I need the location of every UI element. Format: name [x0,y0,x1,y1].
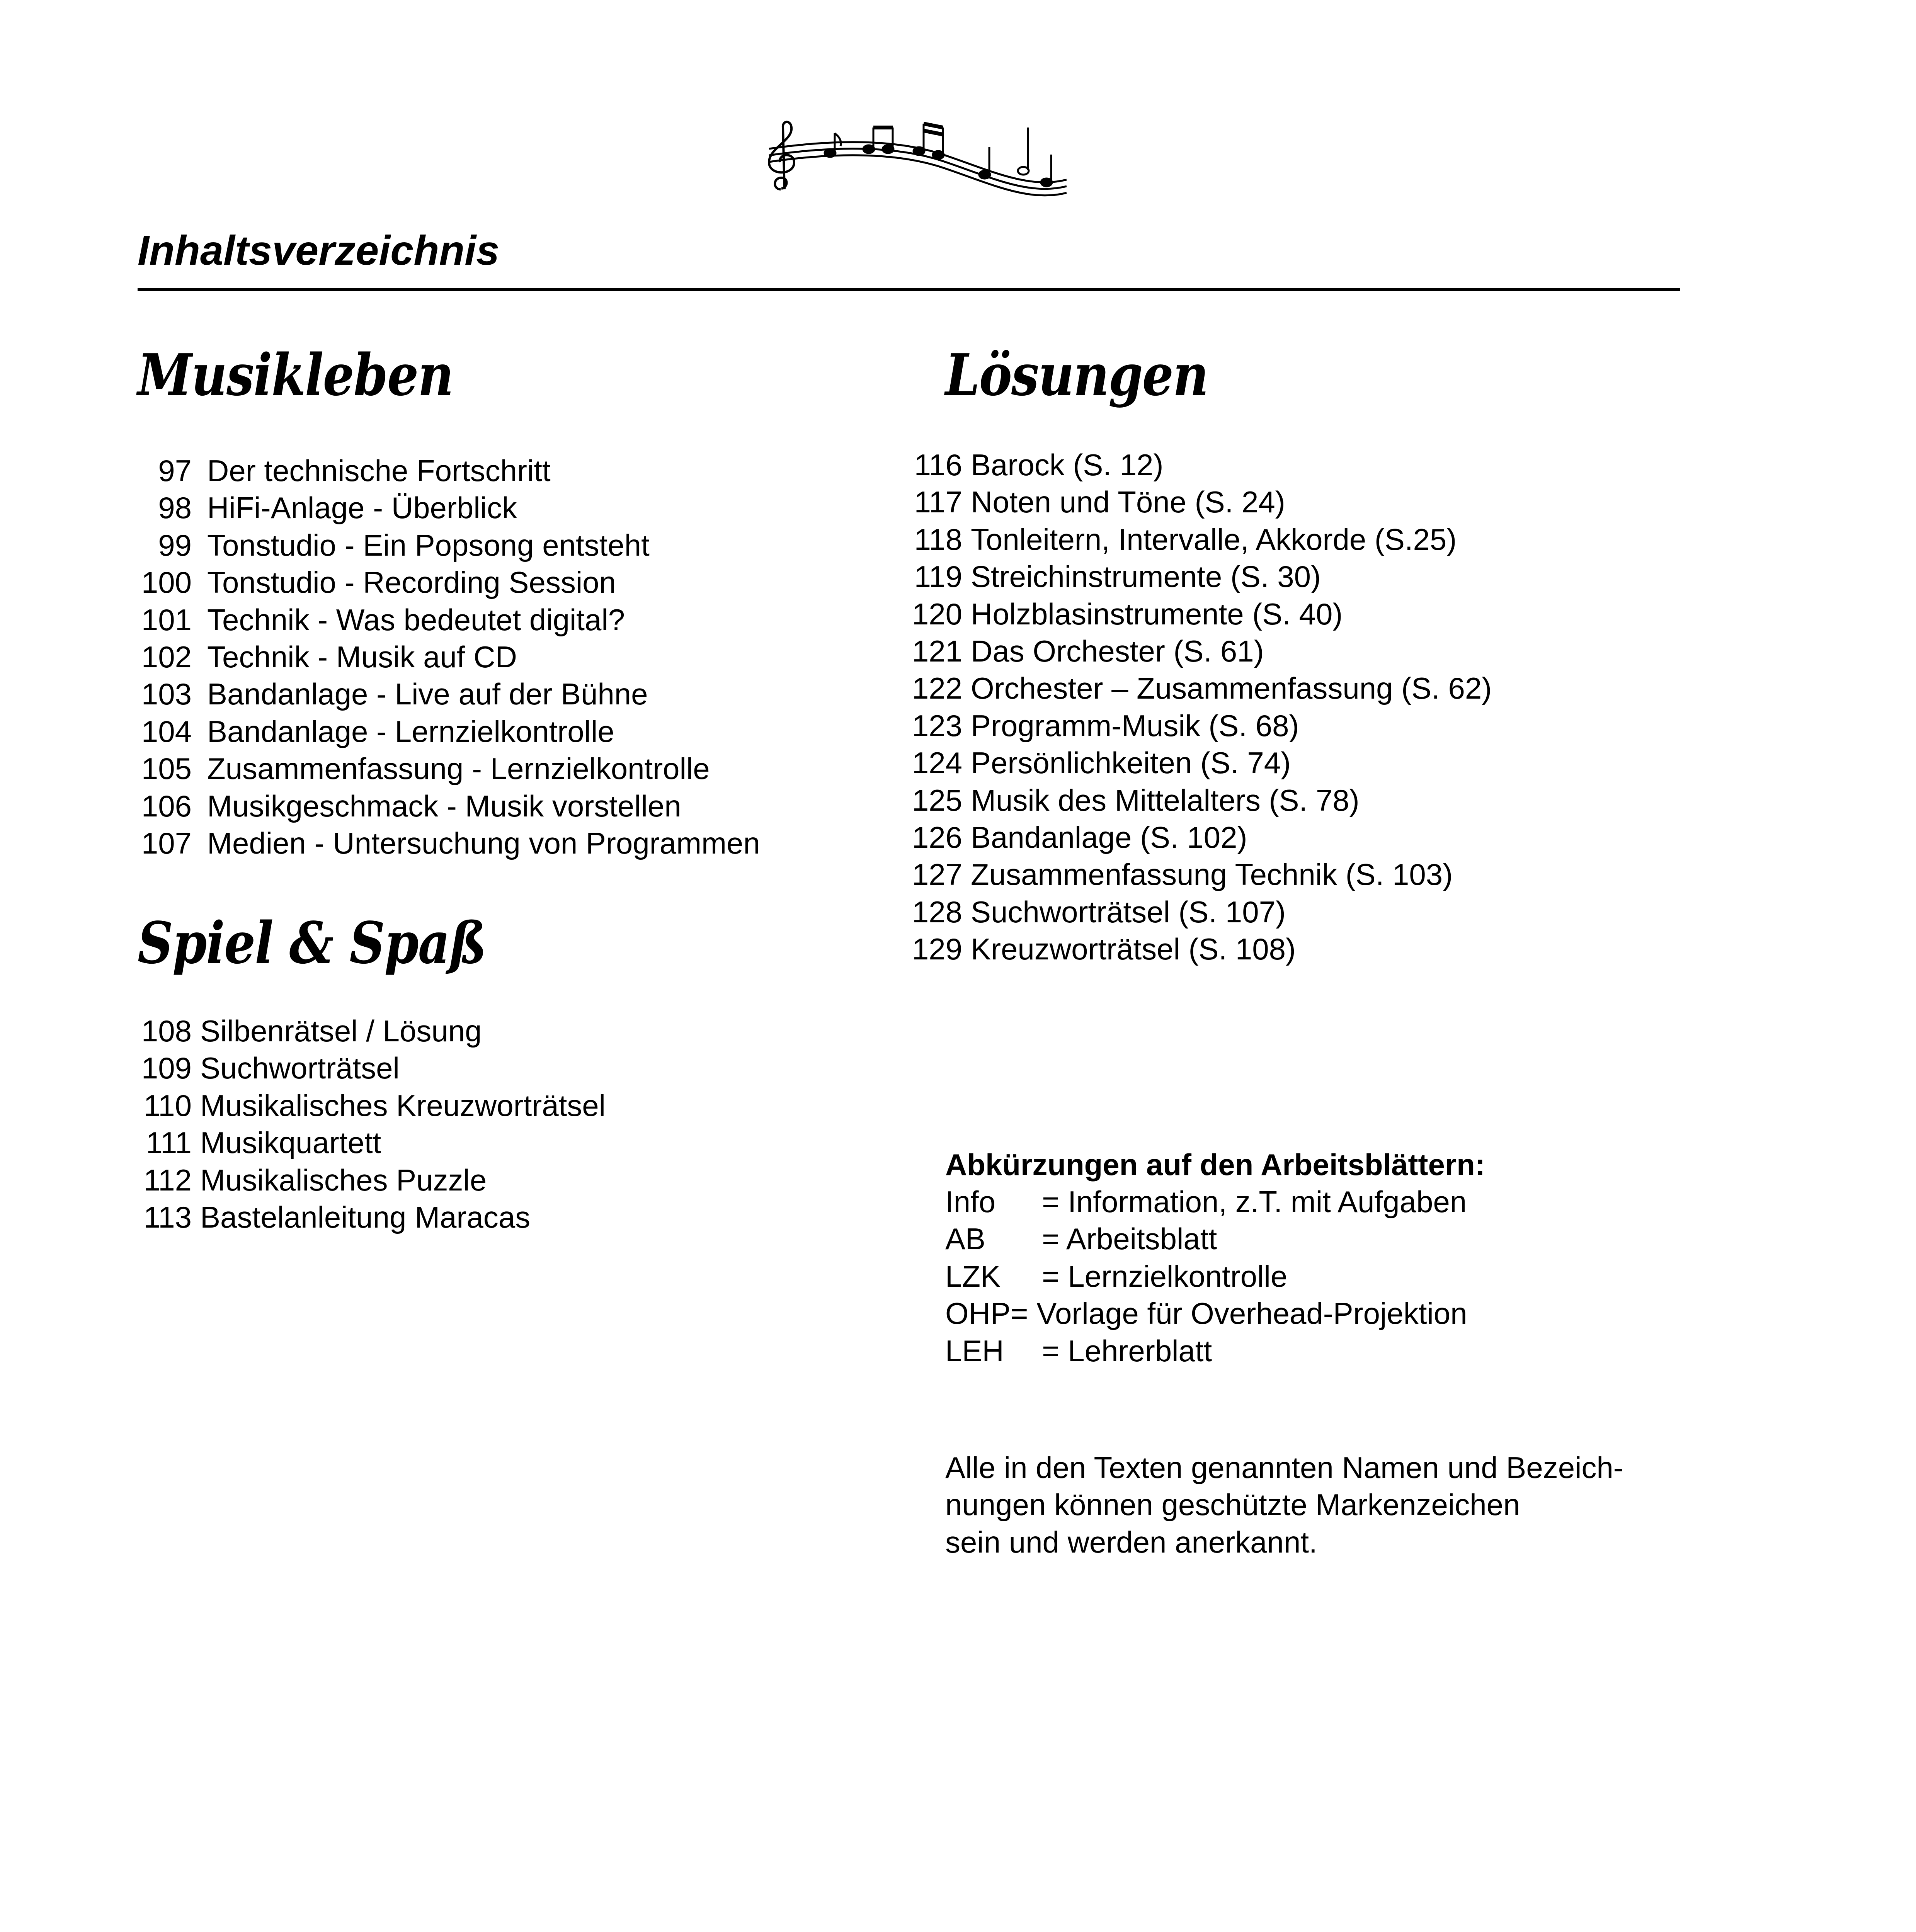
entry-number: 116 [914,448,962,482]
entry-title: Musik des Mittelalters (S. 78) [971,783,1360,817]
abbreviation-key: LZK [945,1259,1001,1293]
entry-title: Persönlichkeiten (S. 74) [971,746,1291,780]
entry-number: 128 [912,895,962,929]
entry-number: 101 [141,602,192,637]
toc-entry [138,1012,606,1049]
entry-title: Kreuzworträtsel (S. 108) [971,932,1296,966]
toc-entry [138,1124,606,1161]
abbreviation-value: = Arbeitsblatt [1042,1222,1217,1256]
loesungen-list [908,446,1492,968]
abbreviation-value: Vorlage für Overhead-Projektion [1036,1296,1467,1331]
entry-number: 106 [141,789,192,823]
entry-title: Musikalisches Puzzle [200,1163,487,1197]
entry-number: 102 [141,640,192,674]
entry-number: 121 [912,634,962,668]
entry-number: 126 [912,820,962,855]
entry-number: 104 [141,714,192,748]
abbreviation-value: = Lehrerblatt [1042,1333,1212,1368]
entry-title: Das Orchester (S. 61) [971,634,1264,668]
note-line: Alle in den Texten genannten Namen und Bezeich- [945,1451,1623,1485]
music-notes-banner-icon [757,112,1074,201]
toc-entry [138,638,760,675]
entry-title: Technik - Musik auf CD [207,640,517,674]
entry-title: Tonstudio - Ein Popsong entsteht [207,528,650,562]
solution-entry [908,856,1492,893]
entry-number: 113 [143,1200,192,1235]
abbreviation-key: LEH [945,1333,1004,1368]
solution-entry [908,633,1492,670]
entry-title: Barock (S. 12) [971,448,1164,482]
entry-number: 108 [141,1014,192,1048]
entry-number: 109 [141,1051,192,1085]
abbreviation-entry [945,1183,1467,1220]
entry-number: 112 [143,1163,192,1197]
toc-entry [138,675,760,713]
entry-title: Musikquartett [200,1126,381,1160]
entry-title: Bandanlage (S. 102) [971,820,1247,855]
toc-entry [138,1162,606,1199]
entry-title: Silbenrätsel / Lösung [200,1014,482,1048]
abbreviation-key: Info [945,1185,996,1219]
entry-number: 99 [158,528,192,562]
abbreviation-entry [945,1258,1467,1295]
solution-entry [908,595,1492,633]
solution-entry [908,558,1492,595]
entry-title: Tonstudio - Recording Session [207,565,616,600]
solution-entry [908,707,1492,744]
entry-number: 120 [912,597,962,631]
abbreviations-title: Abkürzungen auf den Arbeitsblättern: [945,1148,1485,1182]
entry-title: Programm-Musik (S. 68) [971,708,1299,743]
solution-entry [908,782,1492,819]
entry-title: Orchester – Zusammenfassung (S. 62) [971,671,1492,706]
entry-title: Bandanlage - Live auf der Bühne [207,677,648,711]
entry-title: Streichinstrumente (S. 30) [971,560,1321,594]
entry-number: 98 [158,491,192,525]
entry-title: Suchworträtsel (S. 107) [971,895,1286,929]
entry-number: 125 [912,783,962,817]
section-heading-spiel: Spiel & Spaß [138,909,486,976]
entry-title: Tonleitern, Intervalle, Akkorde (S.25) [971,522,1457,556]
toc-entry [138,601,760,638]
toc-entry [138,489,760,526]
solution-entry [908,446,1492,483]
toc-entry [138,787,760,825]
entry-number: 127 [912,857,962,892]
entry-number: 129 [912,932,962,966]
entry-title: Zusammenfassung Technik (S. 103) [971,857,1453,892]
entry-number: 119 [914,560,962,594]
section-heading-musikleben: Musikleben [138,341,453,408]
note-line: nungen können geschützte Markenzeichen [945,1488,1520,1522]
entry-title: Holzblasinstrumente (S. 40) [971,597,1343,631]
toc-entry [138,1087,606,1124]
abbreviation-key: OHP= [945,1296,1028,1331]
toc-entry [138,1199,606,1236]
spiel-list [138,1012,606,1236]
musikleben-list [138,452,760,862]
solution-entry [908,819,1492,856]
trademark-note [945,1449,1687,1561]
toc-entry [138,564,760,601]
abbreviation-entry [945,1220,1467,1257]
abbreviation-entry [945,1295,1467,1332]
toc-entry [138,1049,606,1087]
solution-entry [908,744,1492,781]
entry-number: 124 [912,746,962,780]
entry-title: Suchworträtsel [200,1051,400,1085]
entry-title: Musikalisches Kreuzworträtsel [200,1088,606,1122]
solution-entry [908,483,1492,520]
page-title: Inhaltsverzeichnis [138,227,500,274]
abbreviation-value: = Information, z.T. mit Aufgaben [1042,1185,1467,1219]
toc-entry [138,713,760,750]
title-divider [138,288,1680,291]
toc-entry [138,825,760,862]
entry-title: Technik - Was bedeutet digital? [207,602,625,637]
entry-number: 107 [141,826,192,861]
solution-entry [908,893,1492,930]
entry-number: 105 [141,752,192,786]
entry-number: 118 [914,522,962,556]
entry-title: Noten und Töne (S. 24) [971,485,1285,519]
abbreviation-entry [945,1332,1467,1369]
entry-title: Medien - Untersuchung von Programmen [207,826,760,861]
solution-entry [908,670,1492,707]
toc-entry [138,452,760,489]
entry-title: HiFi-Anlage - Überblick [207,491,517,525]
entry-title: Bandanlage - Lernzielkontrolle [207,714,614,748]
abbreviation-value: = Lernzielkontrolle [1042,1259,1288,1293]
toc-entry [138,527,760,564]
entry-number: 117 [914,485,962,519]
entry-number: 110 [143,1088,192,1122]
entry-number: 103 [141,677,192,711]
entry-title: Der technische Fortschritt [207,454,551,488]
entry-title: Musikgeschmack - Musik vorstellen [207,789,681,823]
entry-number: 122 [912,671,962,706]
solution-entry [908,930,1492,968]
entry-number: 97 [158,454,192,488]
toc-entry [138,750,760,787]
abbreviations-list [945,1183,1467,1369]
entry-title: Bastelanleitung Maracas [200,1200,531,1235]
solution-entry [908,521,1492,558]
entry-title: Zusammenfassung - Lernzielkontrolle [207,752,710,786]
abbreviation-key: AB [945,1222,986,1256]
section-heading-loesungen: Lösungen [945,341,1208,408]
entry-number: 111 [146,1126,192,1160]
entry-number: 123 [912,708,962,743]
entry-number: 100 [141,565,192,600]
note-line: sein und werden anerkannt. [945,1525,1317,1559]
